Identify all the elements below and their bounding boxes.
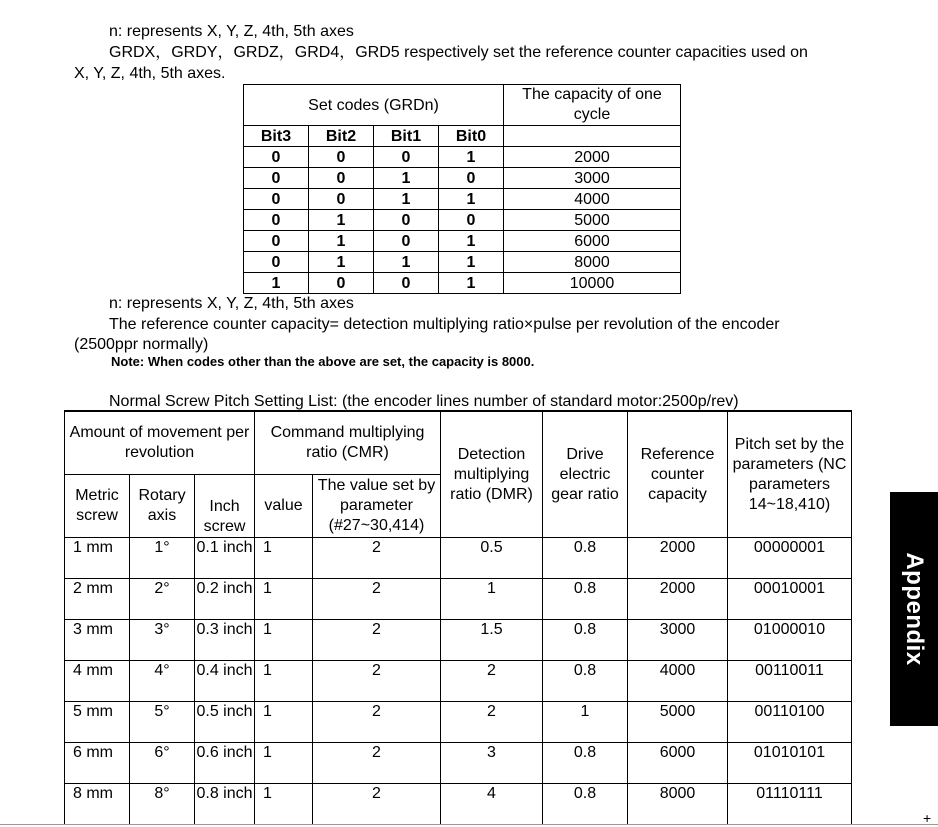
grd-header-capacity: The capacity of one cycle	[504, 85, 681, 126]
pitch-cell-metric: 5 mm	[65, 702, 130, 743]
header-cmr: Command multiplying ratio (CMR)	[255, 411, 441, 475]
pitch-cell-param: 00110011	[728, 661, 852, 702]
pitch-cell-value: 1	[255, 784, 313, 825]
grd-capacity-header-blank	[504, 126, 681, 147]
grd-bit-cell: 1	[374, 189, 439, 210]
pitch-cell-rotary: 1°	[130, 538, 195, 579]
grd-bit-cell: 0	[244, 189, 309, 210]
pitch-cell-dmr: 1.5	[441, 620, 543, 661]
pitch-cell-value-set: 2	[313, 702, 441, 743]
table-row	[65, 743, 852, 784]
header-metric: Metric screw	[65, 475, 130, 538]
pitch-cell-rotary: 6°	[130, 743, 195, 784]
pitch-cell-inch: 0.8 inch	[195, 784, 255, 825]
table-row	[65, 784, 852, 825]
pitch-cell-param: 00000001	[728, 538, 852, 579]
pitch-cell-inch: 0.3 inch	[195, 620, 255, 661]
pitch-table-title: Normal Screw Pitch Setting List: (the encoder lines number of standard motor:2500p/rev)	[109, 393, 739, 410]
bottom-divider	[0, 824, 938, 825]
pitch-cell-value-set: 2	[313, 620, 441, 661]
grd-capacity-cell: 5000	[504, 210, 681, 231]
grd-bit-cell: 1	[439, 189, 504, 210]
grd-bit-cell: 0	[309, 168, 374, 189]
pitch-cell-dmr: 3	[441, 743, 543, 784]
grd-bit-cell: 1	[439, 231, 504, 252]
pitch-cell-value-set: 2	[313, 661, 441, 702]
pitch-cell-rotary: 8°	[130, 784, 195, 825]
grd-bit-header: Bit1	[374, 126, 439, 147]
grd-capacity-cell: 4000	[504, 189, 681, 210]
after-line-2: The reference counter capacity= detection multiplying ratio×pulse per revolution of the encoder	[109, 316, 780, 333]
grd-bit-cell: 1	[374, 168, 439, 189]
grd-bit-cell: 1	[439, 273, 504, 294]
grd-capacity-cell: 10000	[504, 273, 681, 294]
screw-pitch-table	[64, 410, 852, 825]
grd-bit-cell: 0	[244, 147, 309, 168]
header-value: value	[255, 475, 313, 538]
header-rotary: Rotary axis	[130, 475, 195, 538]
pitch-cell-metric: 8 mm	[65, 784, 130, 825]
pitch-cell-ref: 8000	[628, 784, 728, 825]
pitch-cell-ref: 5000	[628, 702, 728, 743]
grd-bit-cell: 1	[244, 273, 309, 294]
appendix-side-tab	[890, 492, 938, 726]
pitch-cell-metric: 6 mm	[65, 743, 130, 784]
header-inch: Inch screw	[195, 475, 255, 538]
pitch-cell-drive: 0.8	[543, 579, 628, 620]
table-row	[65, 620, 852, 661]
header-amount: Amount of movement per revolution	[65, 411, 255, 475]
pitch-cell-rotary: 2°	[130, 579, 195, 620]
pitch-cell-value-set: 2	[313, 743, 441, 784]
pitch-cell-metric: 1 mm	[65, 538, 130, 579]
pitch-cell-metric: 2 mm	[65, 579, 130, 620]
pitch-cell-drive: 0.8	[543, 743, 628, 784]
grd-bit-cell: 0	[439, 210, 504, 231]
pitch-cell-dmr: 2	[441, 702, 543, 743]
grd-bit-cell: 0	[309, 147, 374, 168]
intro-line-2: GRDX，GRDY，GRDZ，GRD4，GRD5 respectively set the reference counter capacities used on	[109, 44, 808, 61]
grd-bit-cell: 0	[309, 273, 374, 294]
grd-bit-cell: 0	[244, 252, 309, 273]
grd-row	[244, 252, 681, 273]
appendix-label: Appendix	[901, 552, 928, 666]
grd-row	[244, 147, 681, 168]
pitch-cell-dmr: 4	[441, 784, 543, 825]
pitch-cell-dmr: 2	[441, 661, 543, 702]
pitch-cell-value-set: 2	[313, 579, 441, 620]
grd-bit-header-row	[244, 126, 681, 147]
header-value-set: The value set by parameter (#27~30,414)	[313, 475, 441, 538]
intro-line-1: n: represents X, Y, Z, 4th, 5th axes	[109, 23, 354, 40]
after-line-3: (2500ppr normally)	[74, 336, 209, 353]
grd-bit-cell: 1	[439, 252, 504, 273]
header-drive: Drive electric gear ratio	[543, 411, 628, 538]
grd-bit-cell: 0	[439, 168, 504, 189]
crosshair-icon: +	[923, 810, 932, 826]
pitch-cell-value: 1	[255, 579, 313, 620]
pitch-cell-metric: 4 mm	[65, 661, 130, 702]
grd-row	[244, 273, 681, 294]
grd-bit-cell: 1	[309, 231, 374, 252]
table-row	[65, 579, 852, 620]
grd-bit-cell: 1	[309, 210, 374, 231]
after-line-1: n: represents X, Y, Z, 4th, 5th axes	[109, 295, 354, 312]
pitch-cell-inch: 0.4 inch	[195, 661, 255, 702]
pitch-cell-inch: 0.1 inch	[195, 538, 255, 579]
pitch-cell-ref: 6000	[628, 743, 728, 784]
grd-bit-header: Bit0	[439, 126, 504, 147]
grd-bit-header: Bit2	[309, 126, 374, 147]
grd-header-set-codes: Set codes (GRDn)	[244, 85, 504, 126]
grd-bit-cell: 0	[374, 273, 439, 294]
grd-bit-cell: 0	[244, 210, 309, 231]
pitch-cell-metric: 3 mm	[65, 620, 130, 661]
grd-bit-header: Bit3	[244, 126, 309, 147]
grd-settings-table	[243, 84, 681, 294]
pitch-cell-rotary: 3°	[130, 620, 195, 661]
table-row	[65, 661, 852, 702]
pitch-cell-param: 01000010	[728, 620, 852, 661]
pitch-cell-drive: 0.8	[543, 620, 628, 661]
capacity-note: Note: When codes other than the above are set, the capacity is 8000.	[111, 354, 535, 369]
grd-row	[244, 168, 681, 189]
pitch-cell-rotary: 4°	[130, 661, 195, 702]
pitch-cell-ref: 2000	[628, 538, 728, 579]
pitch-cell-drive: 0.8	[543, 538, 628, 579]
pitch-cell-drive: 0.8	[543, 784, 628, 825]
intro-line-3: X, Y, Z, 4th, 5th axes.	[74, 65, 226, 82]
grd-capacity-cell: 2000	[504, 147, 681, 168]
grd-capacity-cell: 8000	[504, 252, 681, 273]
grd-bit-cell: 1	[439, 147, 504, 168]
grd-capacity-cell: 3000	[504, 168, 681, 189]
pitch-cell-value: 1	[255, 743, 313, 784]
grd-bit-cell: 1	[374, 252, 439, 273]
pitch-cell-ref: 2000	[628, 579, 728, 620]
pitch-cell-param: 00110100	[728, 702, 852, 743]
pitch-cell-dmr: 0.5	[441, 538, 543, 579]
header-ref: Reference counter capacity	[628, 411, 728, 538]
pitch-cell-value: 1	[255, 538, 313, 579]
grd-bit-cell: 0	[374, 231, 439, 252]
grd-bit-cell: 1	[309, 252, 374, 273]
header-dmr: Detection multiplying ratio (DMR)	[441, 411, 543, 538]
grd-bit-cell: 0	[374, 147, 439, 168]
table-row	[65, 538, 852, 579]
pitch-cell-ref: 3000	[628, 620, 728, 661]
table-row	[65, 702, 852, 743]
header-pitch-set: Pitch set by the parameters (NC parameters 14~18,410)	[728, 411, 852, 538]
grd-row	[244, 210, 681, 231]
pitch-cell-param: 00010001	[728, 579, 852, 620]
pitch-cell-value: 1	[255, 702, 313, 743]
pitch-cell-value: 1	[255, 620, 313, 661]
grd-row	[244, 231, 681, 252]
grd-bit-cell: 0	[244, 231, 309, 252]
grd-capacity-cell: 6000	[504, 231, 681, 252]
pitch-cell-inch: 0.6 inch	[195, 743, 255, 784]
pitch-cell-param: 01110111	[728, 784, 852, 825]
pitch-cell-drive: 1	[543, 702, 628, 743]
grd-bit-cell: 0	[244, 168, 309, 189]
pitch-cell-value-set: 2	[313, 538, 441, 579]
pitch-cell-value: 1	[255, 661, 313, 702]
grd-bit-cell: 0	[309, 189, 374, 210]
pitch-cell-value-set: 2	[313, 784, 441, 825]
pitch-cell-param: 01010101	[728, 743, 852, 784]
grd-row	[244, 189, 681, 210]
grd-bit-cell: 0	[374, 210, 439, 231]
pitch-cell-inch: 0.5 inch	[195, 702, 255, 743]
pitch-cell-drive: 0.8	[543, 661, 628, 702]
pitch-cell-inch: 0.2 inch	[195, 579, 255, 620]
pitch-cell-dmr: 1	[441, 579, 543, 620]
pitch-cell-rotary: 5°	[130, 702, 195, 743]
pitch-cell-ref: 4000	[628, 661, 728, 702]
